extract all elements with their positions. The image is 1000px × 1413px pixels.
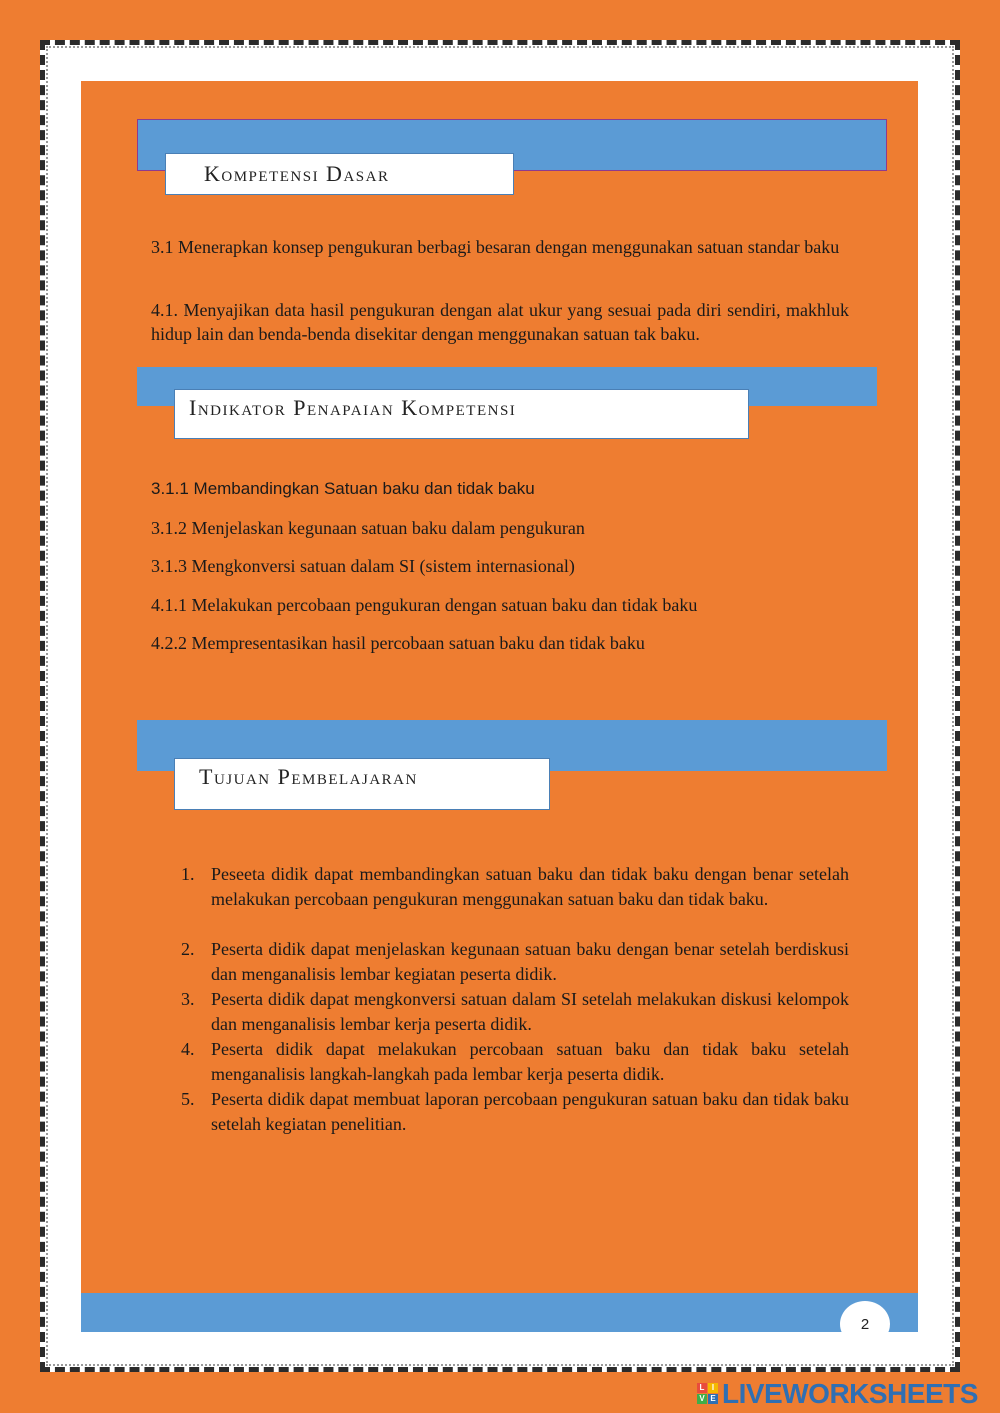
- tujuan-item-1: [181, 862, 849, 912]
- liveworksheets-logo-icon: [697, 1383, 719, 1405]
- logo-letter: E: [708, 1394, 718, 1404]
- tujuan-number: 1.: [181, 864, 195, 884]
- logo-letter: I: [708, 1383, 718, 1393]
- indikator-item-1: 3.1.1 Membandingkan Satuan baku dan tidak baku: [151, 479, 535, 498]
- tujuan-item-5: [181, 1087, 849, 1137]
- tujuan-text: Peseeta didik dapat membandingkan satuan baku dan tidak baku dengan benar setelah melakukan percobaan pengukuran menggunakan satuan baku dan tidak baku.: [211, 864, 849, 909]
- indikator-item-3: 3.1.3 Mengkonversi satuan dalam SI (sistem internasional): [151, 556, 575, 576]
- kompetensi-item-2: 4.1. Menyajikan data hasil pengukuran dengan alat ukur yang sesuai pada diri sendiri, makhluk hidup lain dan benda-benda disekitar dengan menggunakan satuan tak baku.: [151, 300, 849, 344]
- heading-indikator: Indikator Penapaian Kompetensi: [174, 389, 749, 439]
- page-number: 2: [840, 1301, 890, 1347]
- tujuan-number: 4.: [181, 1039, 195, 1059]
- liveworksheets-watermark[interactable]: [697, 1378, 978, 1410]
- tujuan-item-4: [181, 1037, 849, 1087]
- tujuan-text: Peserta didik dapat mengkonversi satuan dalam SI setelah melakukan diskusi kelompok dan menganalisis lembar kerja peserta didik.: [211, 989, 849, 1034]
- page-panel: [81, 81, 918, 1332]
- indikator-item-4: 4.1.1 Melakukan percobaan pengukuran dengan satuan baku dan tidak baku: [151, 595, 698, 615]
- logo-letter: V: [697, 1394, 707, 1404]
- tujuan-number: 3.: [181, 989, 195, 1009]
- tujuan-text: Peserta didik dapat membuat laporan percobaan pengukuran satuan baku dan tidak baku setelah kegiatan penelitian.: [211, 1089, 849, 1134]
- heading-tujuan: Tujuan Pembelajaran: [174, 758, 550, 810]
- indikator-item-5: 4.2.2 Mempresentasikan hasil percobaan satuan baku dan tidak baku: [151, 633, 645, 653]
- kompetensi-item-1: 3.1 Menerapkan konsep pengukuran berbagi besaran dengan menggunakan satuan standar baku: [151, 237, 840, 257]
- logo-letter: L: [697, 1383, 707, 1393]
- heading-kompetensi-dasar: Kompetensi Dasar: [165, 153, 514, 195]
- tujuan-number: 5.: [181, 1089, 195, 1109]
- tujuan-item-2: [181, 937, 849, 987]
- footer-band: [81, 1293, 918, 1332]
- tujuan-text: Peserta didik dapat menjelaskan kegunaan satuan baku dengan benar setelah berdiskusi dan menganalisis lembar kegiatan peserta didik.: [211, 939, 849, 984]
- indikator-item-2: 3.1.2 Menjelaskan kegunaan satuan baku dalam pengukuran: [151, 518, 585, 538]
- liveworksheets-text: LIVEWORKSHEETS: [722, 1378, 978, 1409]
- tujuan-number: 2.: [181, 939, 195, 959]
- tujuan-text: Peserta didik dapat melakukan percobaan satuan baku dan tidak baku setelah menganalisis langkah-langkah pada lembar kerja peserta didik.: [211, 1039, 849, 1084]
- tujuan-item-3: [181, 987, 849, 1037]
